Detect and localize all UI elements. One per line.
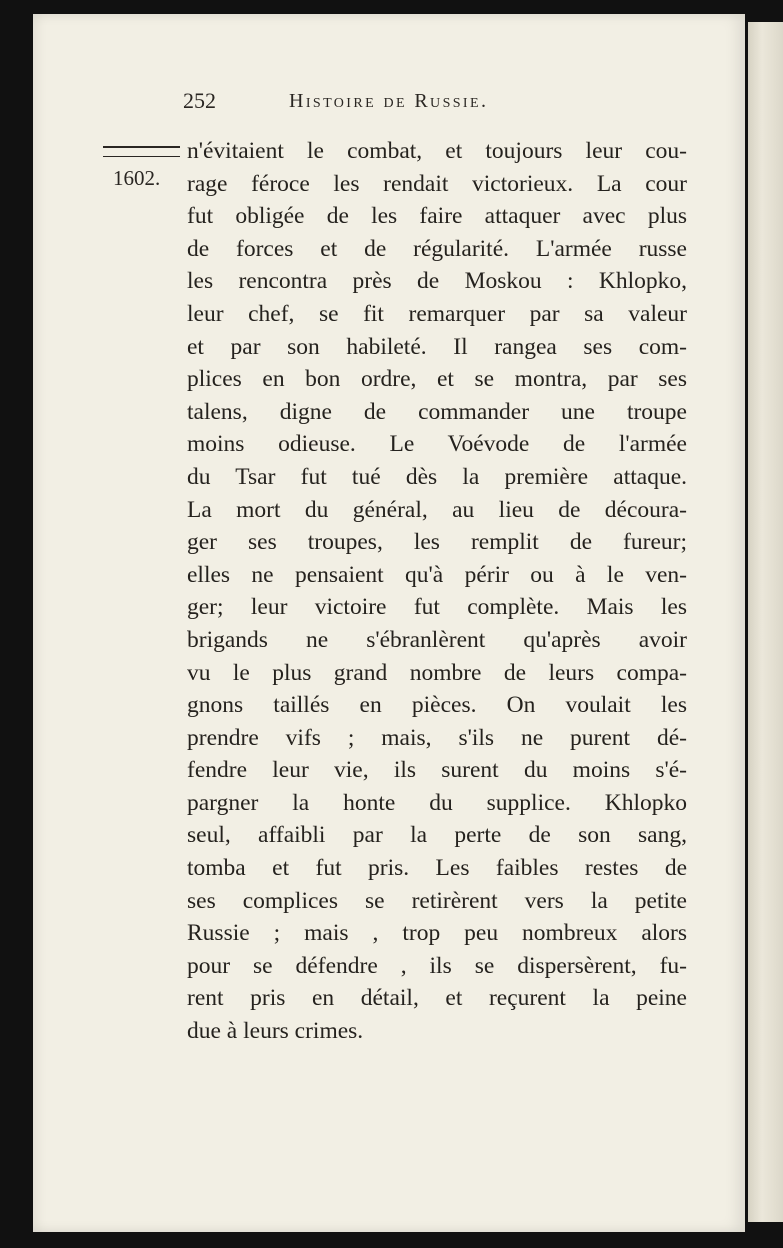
text-line: ger; leur victoire fut complète. Mais les — [187, 594, 687, 621]
text-line: elles ne pensaient qu'à périr ou à le ven- — [187, 561, 687, 588]
text-line: vu le plus grand nombre de leurs compa- — [187, 659, 687, 686]
text-line: leur chef, se fit remarquer par sa valeur — [187, 300, 687, 327]
text-line: les rencontra près de Moskou : Khlopko, — [187, 268, 687, 295]
text-line: talens, digne de commander une troupe — [187, 398, 687, 425]
page-header — [183, 88, 603, 118]
text-line: et par son habileté. Il rangea ses com- — [187, 333, 687, 360]
text-line: du Tsar fut tué dès la première attaque. — [187, 463, 687, 490]
text-line: La mort du général, au lieu de découra- — [187, 496, 687, 523]
text-line: prendre vifs ; mais, s'ils ne purent dé- — [187, 724, 687, 751]
text-line: pour se défendre , ils se dispersèrent, fu- — [187, 952, 687, 979]
text-line: brigands ne s'ébranlèrent qu'après avoir — [187, 626, 687, 653]
text-line: rent pris en détail, et reçurent la peine — [187, 985, 687, 1012]
text-line: n'évitaient le combat, et toujours leur cou- — [187, 138, 687, 164]
text-line: rage féroce les rendait victorieux. La cour — [187, 170, 687, 197]
text-line: ger ses troupes, les remplit de fureur; — [187, 529, 687, 556]
margin-rule — [103, 146, 180, 157]
body-text — [187, 135, 687, 1048]
margin-year: 1602. — [113, 166, 161, 190]
text-line: pargner la honte du supplice. Khlopko — [187, 789, 687, 816]
text-line: plices en bon ordre, et se montra, par ses — [187, 366, 687, 393]
page-number: 252 — [183, 88, 216, 113]
text-line: ses complices se retirèrent vers la petite — [187, 887, 687, 914]
next-page-edge — [748, 22, 783, 1222]
running-title: Histoire de Russie. — [289, 90, 489, 112]
text-line: de forces et de régularité. L'armée russe — [187, 235, 687, 262]
text-line: tomba et fut pris. Les faibles restes de — [187, 855, 687, 882]
text-line: fut obligée de les faire attaquer avec plus — [187, 203, 687, 230]
text-line-last: due à leurs crimes. — [187, 1018, 364, 1045]
text-line: fendre leur vie, ils surent du moins s'é- — [187, 757, 687, 784]
text-line: Russie ; mais , trop peu nombreux alors — [187, 920, 687, 947]
text-line: gnons taillés en pièces. On voulait les — [187, 692, 687, 719]
text-line: seul, affaibli par la perte de son sang, — [187, 822, 687, 849]
text-line: moins odieuse. Le Voévode de l'armée — [187, 431, 687, 458]
